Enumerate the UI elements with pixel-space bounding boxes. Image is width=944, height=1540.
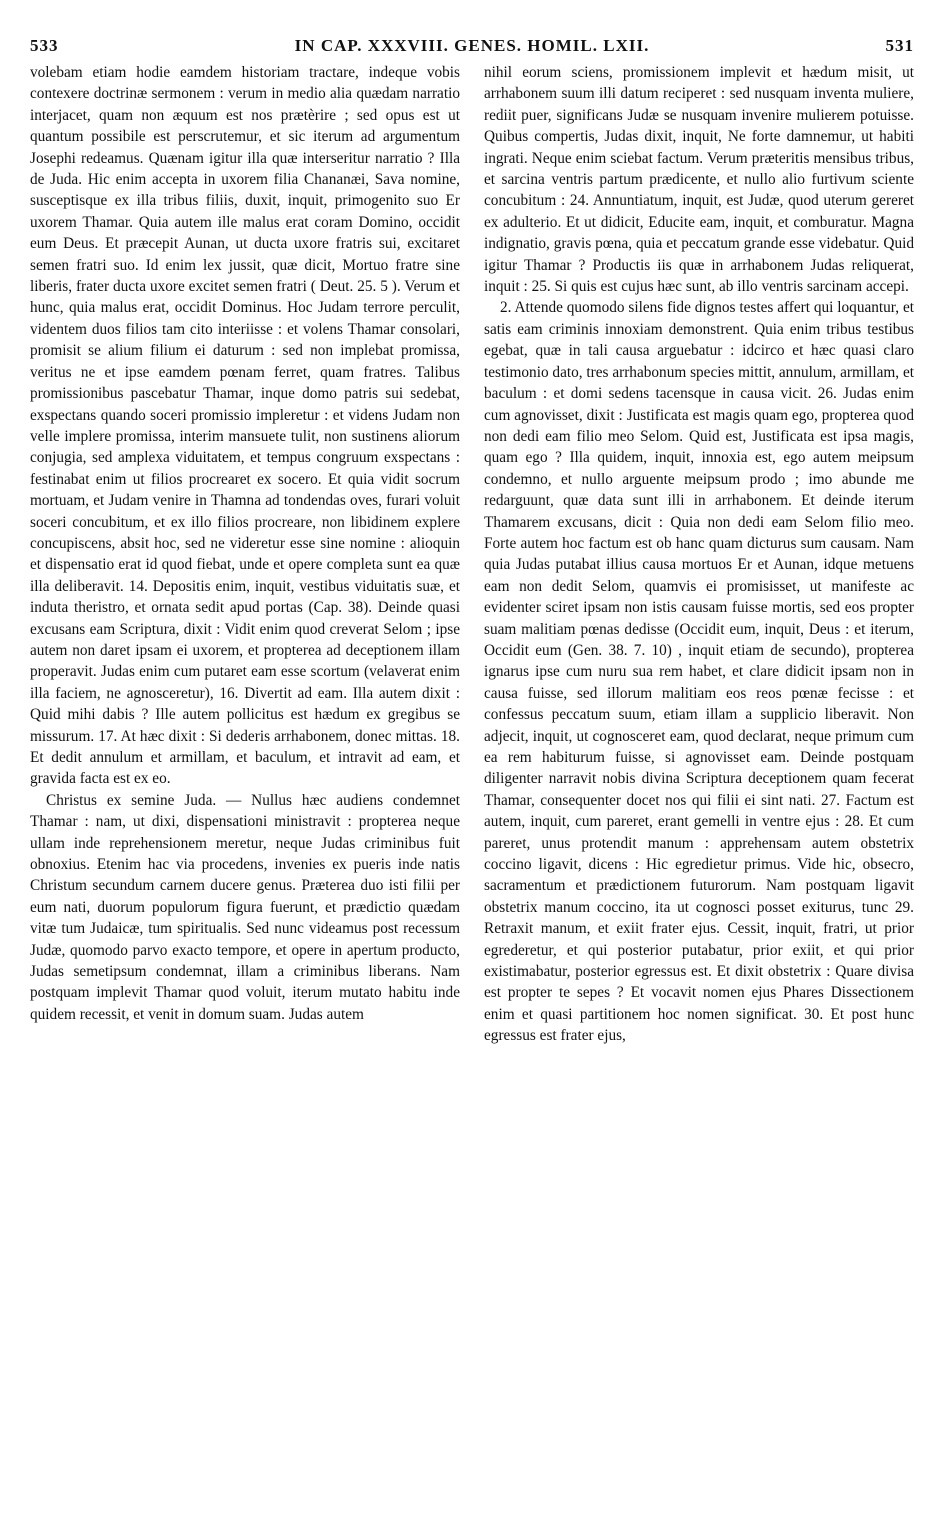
paragraph: Christus ex semine Juda. — Nullus hæc audiens condemnet Thamar : nam, ut dixi, dispensationi ministravit : propterea neque ullam inde reprehensionem meretur, neque Judas criminibus fuit obnoxius. Etenim hac via procedens, invenies ex pueris inde natis Christum secundum carnem ducere genus. Præterea duo isti filii per eum nati, duorum populorum figura fuerunt, et prædictio quædam vitæ tum Judaicæ, tum spiritualis. Sed nunc videamus post recessum Judæ, quomodo parvo exacto tempore, et opere in apertum producto, Judas semetipsum condemnat, illam a criminibus liberans. Nam postquam implevit Thamar quod voluit, iterum mutato habitu inde quidem recessit, et venit in domum suam. Judas autem — [30, 791, 460, 1023]
paragraph: volebam etiam hodie eamdem historiam tractare, indeque vobis contexere doctrinæ sermonem : verum in medio alia quædam narratio interjacet, quam non æquum est nos prætèrire ; sed opus est ut quantum possibile est perscrutemur, et sic iterum ad argumentum Josephi redeamus. Quænam igitur illa quæ interseritur narratio ? Illa de Juda. Hic enim accepta in uxorem filia Chananæi, Sava nomine, susceptisque ex illa tribus filiis, duxit, inquit, primogenito suo Er uxorem Thamar. Quia autem ille malus erat coram Domino, occidit eum Deus. Et præcepit Aunan, ut ducta uxore fratris sui, excitaret semen fratri suo. Id enim lex jussit, quæ dicit, Mortuo fratre sine liberis, frater ducta uxore excitet semen fratri ( Deut. 25. 5 ). Verum et hunc, quia malus erat, occidit Dominus. Hoc Judam terrore perculit, videntem duos filios tam cito interiisse : et volens Thamar consolari, promisit se alium filium ei daturum : sed non implebat promissa, veritus ne et ipse eamdem pœnam ferret, quam fratres. Talibus promissionibus pascebatur Thamar, inque domo patris sui sedebat, exspectans quando soceri promissio impleretur : et videns Judam non velle implere promissa, interim mansuete tulit, non sustinens aliorum conjugia, sed amplexa viduitatem, et tempus congruum exspectans : festinabat enim ut filios procrearet ex socero. Et quia vidit socrum mortuam, et Judam venire in Thamna ad tondendas oves, furari voluit soceri concubitum, et ex illo filios procreare, non libidinem explere concupiscens, absit hoc, sed ne videretur esse sine nomine : alioquin et dispensatio erat id quod fiebat, unde et opere completa sunt ea quæ illa deliberavit. 14. Depositis enim, inquit, vestibus viduitatis suæ, et induta theristro, et ornata sedit apud portas (Cap. 38). Deinde quasi excusans eam Scriptura, dixit : Vidit enim quod creverat Selom ; ipse autem non daret ipsam ei uxorem, et propterea ad deceptionem illam properavit. Judas enim cum putaret eam esse scortum (velaverat enim illa faciem, ne agnosceretur), 16. Divertit ad eam. Illa autem dixit : Quid mihi dabis ? Ille autem pollicitus est hædum ex gregibus se missurum. 17. At hæc dixit : Si dederis arrhabonem, donec mittas. 18. Et dedit annulum et armillam, et baculum, et intravit ad eam, et gravida facta est ex eo. — [30, 64, 460, 788]
left-column — [30, 62, 460, 1532]
paragraph: 2. Attende quomodo silens fide dignos testes affert qui loquantur, et satis eam criminis innoxiam demonstrent. Quia enim tribus testibus egebat, quæ in tali causa arguebatur : idcirco et hæc quasi claro testimonio dato, tres arrhabonum species mittit, annulum, armillam, et baculum : et domi sedens tacensque in causa vicit. 26. Judas enim cum agnovisset, dixit : Justificata est magis quam ego, propterea quod non dedi eam filio meo Selom. Quid est, Justificata est ipsa magis, quam ego ? Illa quidem, inquit, innoxia est, ego autem meipsum condemno, et nullo arguente meipsum prodo ; imo abunde me redarguunt, quæ data sunt illi in arrhabonem. Et deinde iterum Thamarem excusans, dicit : Quia non dedi eam Selom filio meo. Forte autem hoc factum est ob hanc quam dicturus sum causam. Nam quia Judas putabat illius causa mortuos Er et Aunan, idque metuens eam non dedit Selom, quamvis ei promisisset, ut manifeste ac evidenter sciret ipsam non istis causam fuisse mortis, sed eos propter suam malitiam pœnas dedisse (Occidit eum, inquit, Deus : et iterum, Occidit eum (Gen. 38. 7. 10) , inquit etiam de secundo), propterea ignarus ipse cum nuru sua rem habet, et clare didicit ipsam non in causa fuisse, sed illorum malitiam eos reos pœnæ fecisse : et confessus peccatum suum, etiam illam a supplicio liberavit. Non adjecit, inquit, ut cognosceret eam, quod declarat, neque primum cum ea rem habiturum fuisse, si agnovisset eam. Deinde postquam diligenter narravit nobis divina Scriptura deceptionem quam fecerat Thamar, consequenter docet nos qui filii ei sint nati. 27. Factum est autem, inquit, cum pareret, erant gemelli in ventre ejus : 28. Et cum pareret, unus protendit manum : apprehensam autem obstetrix coccino ligavit, dicens : Hic egredietur primus. Vide hic, obsecro, sacramentum et prædictionem futurorum. Nam postquam ligavit obstetrix manum coccino, ita ut cognosci posset exiturus, tunc 29. Retraxit manum, et exiit frater ejus. Cessit, inquit, fratri, ut prior egrederetur, et qui posterior putabatur, prior exiit, et qui prior existimabatur, posterior egressus est. Et dixit obstetrix : Quare divisa est propter te sepes ? Et vocavit nomen ejus Phares Dissectionem enim et quasi partitionem hoc nomen significat. 30. Et post hunc egressus est frater ejus, — [484, 299, 914, 1045]
right-column — [484, 62, 914, 1532]
page-number-right: 531 — [885, 36, 914, 55]
running-title: IN CAP. XXXVIII. GENES. HOMIL. LXII. — [294, 36, 650, 55]
column-gutter — [471, 62, 472, 1522]
page-number-left: 533 — [30, 36, 59, 55]
paragraph: nihil eorum sciens, promissionem implevit et hædum misit, ut arrhabonem suum illi datum reciperet : sed nusquam inventa muliere, rediit puer, significans Judæ se nusquam invenire mulierem potuisse. Quibus compertis, Judas dixit, inquit, Ne forte damnemur, ut habiti ingrati. Neque enim sciebat factum. Verum præteritis mensibus tribus, et sarcina ventris partum prædicente, et nullo alio furtivum sciente concubitum : 24. Annuntiatum, inquit, est Judæ, quod uterum gereret ex adulterio. Et ut didicit, Educite eam, inquit, et comburatur. Magna indignatio, gravis pœna, quia et peccatum grande esse videbatur. Quid igitur Thamar ? Productis iis quæ in arrhabonem Judas reliquerat, inquit : 25. Si quis est cujus hæc sunt, ab illo ventris sarcinam accepi. — [484, 64, 914, 296]
running-header — [30, 36, 914, 60]
